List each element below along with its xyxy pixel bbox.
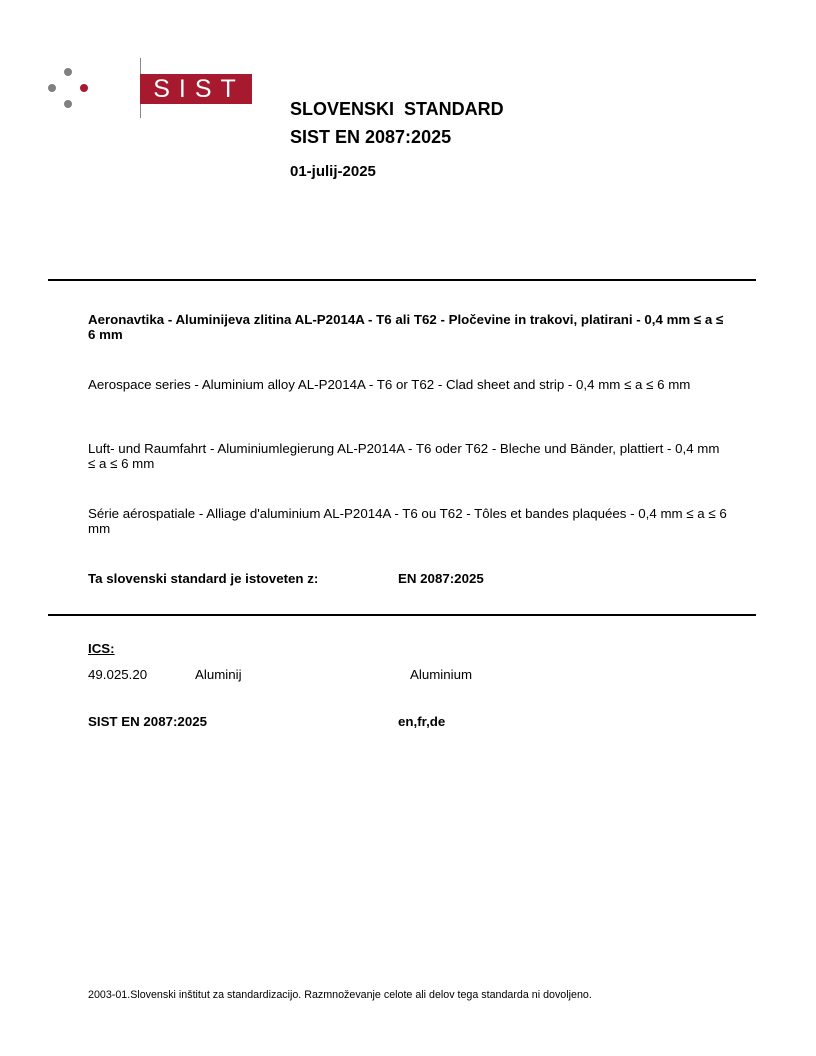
ics-code: 49.025.20: [88, 667, 148, 682]
ics-name-sl: Aluminij: [195, 667, 242, 682]
top-divider: [48, 279, 756, 281]
logo-dot-red: [80, 84, 88, 92]
standard-code: SIST EN 2087:2025: [290, 127, 452, 147]
publication-date: 01-julij-2025: [290, 163, 376, 180]
ics-name-en: Aluminium: [410, 667, 473, 682]
standard-heading: SLOVENSKI STANDARD: [290, 99, 504, 119]
sist-logo: [48, 58, 245, 120]
copyright-footer: 2003-01.Slovenski inštitut za standardizacijo. Razmnoževanje celote ali delov tega standarda ni dovoljeno.: [88, 989, 592, 1001]
title-english: Aerospace series - Aluminium alloy AL-P2014A - T6 or T62 - Clad sheet and strip - 0,4 mm ≤ a ≤ 6 mm: [88, 377, 691, 392]
languages: en,fr,de: [398, 714, 446, 729]
title-slovenian: Aeronavtika - Aluminijeva zlitina AL-P2014A - T6 ali T62 - Pločevine in trakovi, platirani - 0,4 mm ≤ a ≤ 6 mm: [88, 312, 724, 342]
logo-dot-top: [64, 68, 72, 76]
logo-wordmark: SIST: [140, 74, 252, 104]
bottom-standard-code: SIST EN 2087:2025: [88, 714, 208, 729]
logo-dot-bottom: [64, 100, 72, 108]
identical-value: EN 2087:2025: [398, 571, 484, 586]
identical-label: Ta slovenski standard je istoveten z:: [88, 571, 319, 586]
logo-dot-left: [48, 84, 56, 92]
ics-label: ICS:: [88, 641, 115, 656]
title-french: Série aérospatiale - Alliage d'aluminium AL-P2014A - T6 ou T62 - Tôles et bandes plaquées - 0,4 mm ≤ a ≤ 6 mm: [88, 506, 727, 536]
title-german: Luft- und Raumfahrt - Aluminiumlegierung AL-P2014A - T6 oder T62 - Bleche und Bänder, plattiert - 0,4 mm ≤ a ≤ 6 mm: [88, 441, 720, 471]
bottom-divider: [48, 614, 756, 616]
